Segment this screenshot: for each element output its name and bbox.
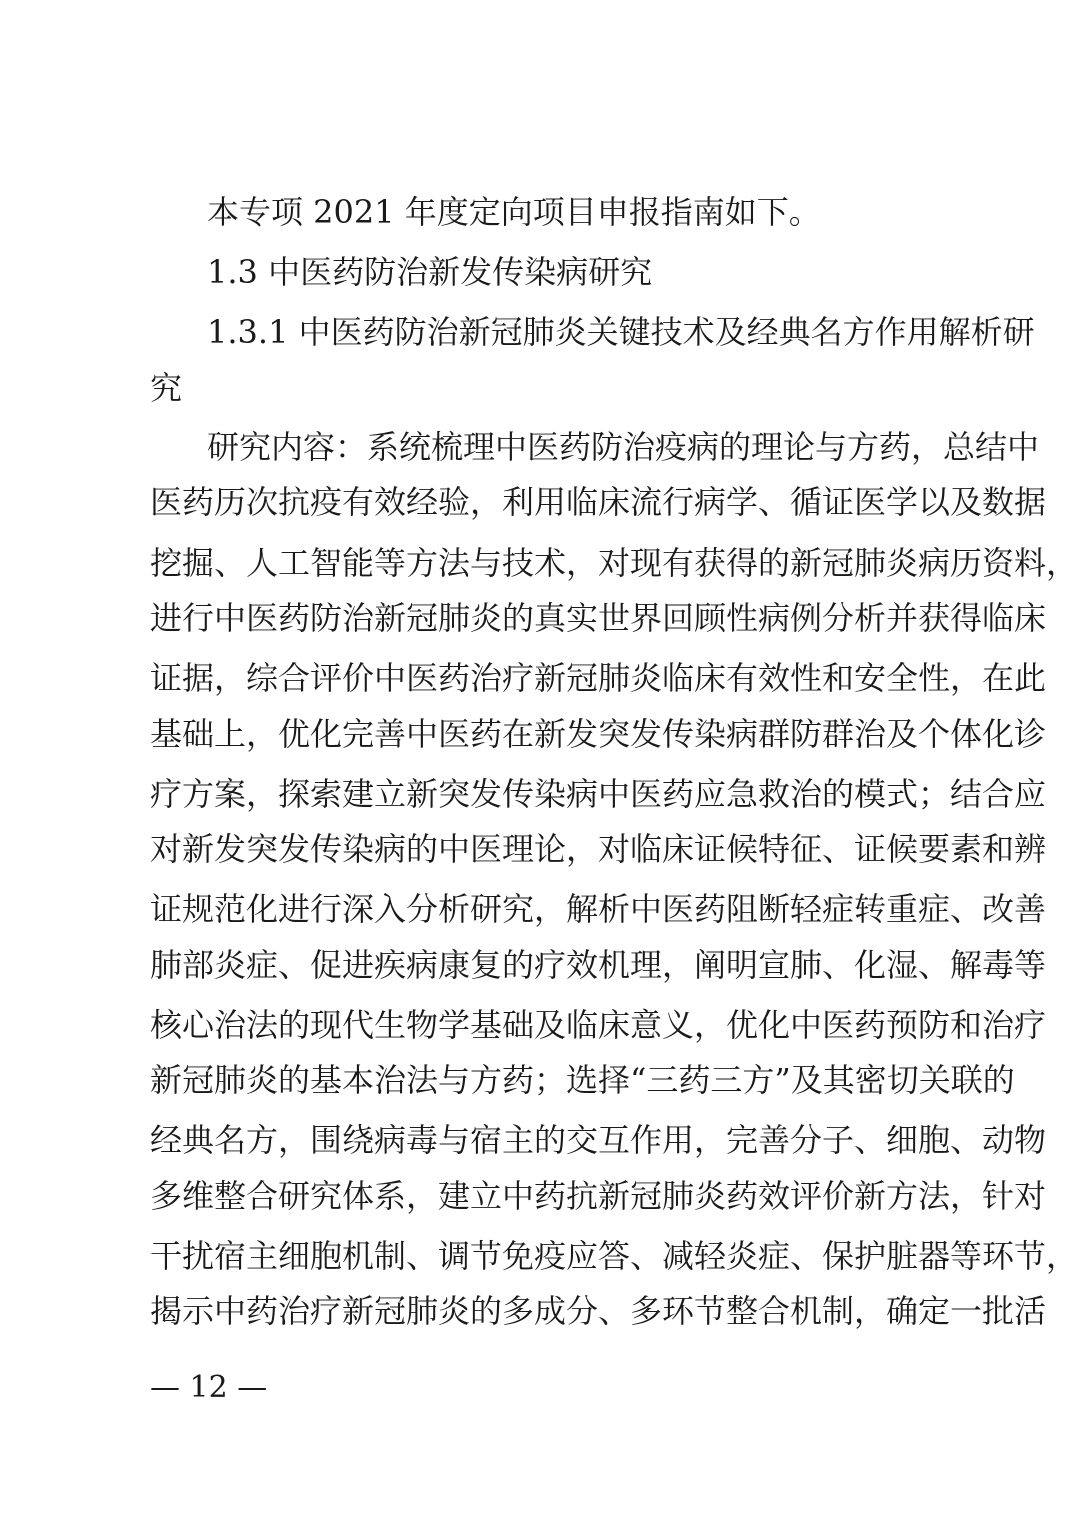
body-text-line: 新冠肺炎的基本治法与方药；选择“三药三方”及其密切关联的 xyxy=(150,1061,1015,1099)
section-heading-1-3-1-line-2: 究 xyxy=(150,369,183,407)
section-heading-1-3-1-line-1: 1.3.1 中医药防治新冠肺炎关键技术及经典名方作用解析研 xyxy=(207,313,1035,351)
body-text-line: 疗方案，探索建立新突发传染病中医药应急救治的模式；结合应 xyxy=(150,775,1047,813)
body-text-line: 核心治法的现代生物学基础及临床意义，优化中医药预防和治疗 xyxy=(150,1006,1047,1044)
body-text-line: 医药历次抗疫有效经验，利用临床流行病学、循证医学以及数据 xyxy=(150,483,1047,521)
body-text-line: 基础上，优化完善中医药在新发突发传染病群防群治及个体化诊 xyxy=(150,715,1047,753)
section-heading-1-3: 1.3 中医药防治新发传染病研究 xyxy=(207,253,653,291)
body-text-line: 多维整合研究体系，建立中药抗新冠肺炎药效评价新方法，针对 xyxy=(150,1177,1047,1215)
body-text-line: 经典名方，围绕病毒与宿主的交互作用，完善分子、细胞、动物 xyxy=(150,1121,1047,1159)
paragraph-intro-line-1: 本专项 2021 年度定向项目申报指南如下。 xyxy=(207,193,821,231)
body-text-line: 进行中医药防治新冠肺炎的真实世界回顾性病例分析并获得临床 xyxy=(150,599,1047,637)
body-text-line: 证据，综合评价中医药治疗新冠肺炎临床有效性和安全性，在此 xyxy=(150,659,1047,697)
page-number: — 12 — xyxy=(150,1370,268,1405)
body-text-line: 干扰宿主细胞机制、调节免疫应答、减轻炎症、保护脏器等环节， xyxy=(150,1237,1079,1275)
body-text-line: 证规范化进行深入分析研究，解析中医药阻断轻症转重症、改善 xyxy=(150,890,1047,928)
body-text-line: 研究内容：系统梳理中医药防治疫病的理论与方药，总结中 xyxy=(207,428,1040,466)
body-text-line: 挖掘、人工智能等方法与技术，对现有获得的新冠肺炎病历资料， xyxy=(150,544,1079,582)
body-text-line: 揭示中药治疗新冠肺炎的多成分、多环节整合机制，确定一批活 xyxy=(150,1292,1047,1330)
body-text-line: 肺部炎症、促进疾病康复的疗效机理，阐明宣肺、化湿、解毒等 xyxy=(150,946,1047,984)
body-text-line: 对新发突发传染病的中医理论，对临床证候特征、证候要素和辨 xyxy=(150,830,1047,868)
